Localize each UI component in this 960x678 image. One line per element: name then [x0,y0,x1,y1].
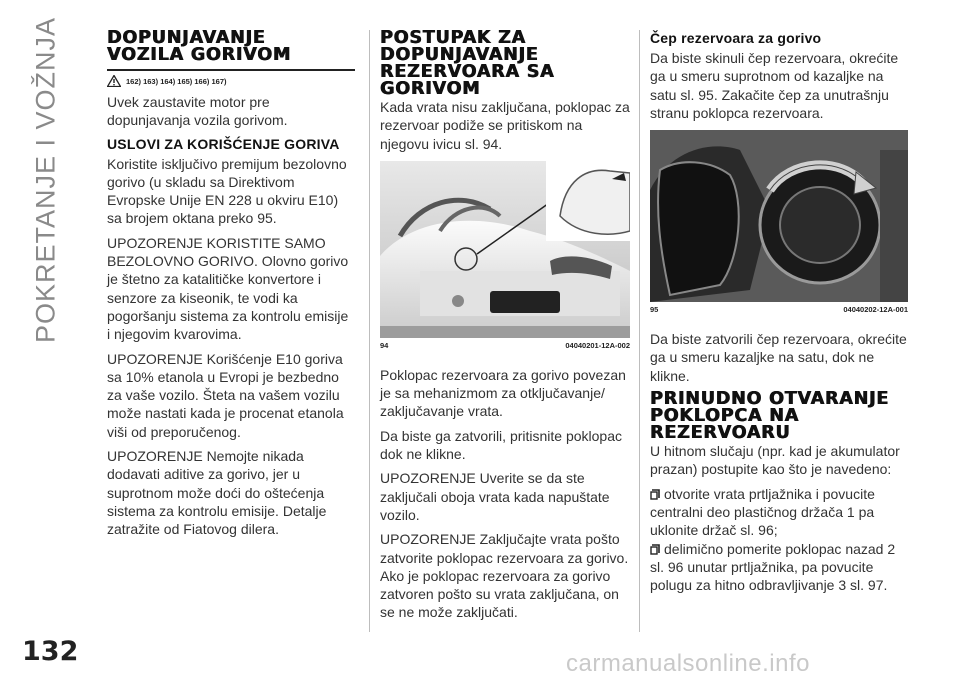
section-heading-line: POSTUPAK ZA [380,28,526,48]
section-heading-line: REZERVOARA SA [380,62,555,82]
section-heading-line: VOZILA GORIVOM [107,45,292,65]
warning-triangle-icon [107,75,121,87]
column-2 [380,30,630,628]
figure-caption [650,305,908,314]
paragraph: Da biste skinuli čep rezervoara, okrećite ga u smeru suprotnom od kazaljke na satu sl. 95. Zakačite čep za unutrašnju stranu poklopca rezervoara. [650,50,899,121]
figure-95-fuel-cap [650,130,908,302]
bullet-text: delimično pomerite poklopac nazad 2 sl. 96 unutar prtljažnika, pa povucite polugu za hitno odbravljivanje 3 sl. 97. [650,540,896,594]
warning-references [107,75,355,87]
column-divider [369,30,370,632]
section-heading-line: POKLOPCA NA [650,406,799,427]
car-illustration [380,161,630,338]
page-number: 132 [22,636,79,667]
column-divider [639,30,640,632]
section-heading-line: REZERVOARU [650,423,791,444]
bullet-arrow-icon [650,544,661,555]
bullet-text: otvorite vrata prtljažnika i povucite centralni deo plastičnog držača 1 pa uklonite držač sl. 96; [650,485,875,539]
section-heading-line: DOPUNJAVANJE [107,28,266,48]
section-heading-line: GORIVOM [380,79,481,99]
subheading: Čep rezervoara za gorivo [650,30,822,46]
subheading: USLOVI ZA KORIŠĆENJE GORIVA [107,135,340,152]
paragraph: UPOZORENJE Nemojte nikada dodavati aditive za gorivo, jer u suprotnom može doći do oštećenja sistema za kontrolu emisije. Detalje zatražite od Fiatovog dilera. [107,448,327,538]
figure-number: 94 [380,340,389,350]
paragraph: Kada vrata nisu zaključana, poklopac za rezervoar podiže se pritiskom na njegovu ivicu sl. 94. [380,99,630,152]
paragraph: Da biste zatvorili čep rezervoara, okrećite ga u smeru kazaljke na satu, dok ne klikne. [650,331,907,384]
section-heading-line: DOPUNJAVANJE [380,45,539,65]
figure-code: 04040202-12A-001 [843,305,908,315]
section-title-text: POKRETANJE I VOŽNJA [30,16,61,344]
figure-caption [380,341,630,350]
paragraph: U hitnom slučaju (npr. kad je akumulator prazan) postupite kao što je navedeno: [650,443,900,478]
figure-94-car-fuel-door [380,161,630,338]
paragraph: Da biste ga zatvorili, pritisnite poklopac dok ne klikne. [380,427,623,463]
watermark: carmanualsonline.info [566,650,810,677]
paragraph: UPOZORENJE Uverite se da ste zaključali oboja vrata kada napuštate vozilo. [380,470,610,523]
paragraph: UPOZORENJE KORISTITE SAMO BEZOLOVNO GORIVO. Olovno gorivo je štetno za katalitičke konvertore i senzore za kiseonik, te vodi ka pogoršanju sistema za kontrolu emisije i njegovim kvarovima. [107,234,349,343]
paragraph: UPOZORENJE Zaključajte vrata pošto zatvorite poklopac rezervoara za gorivo. Ako je poklopac rezervoara za gorivo zatvoren pošto su vrata zaključana, on se ne može zaključati. [380,531,629,621]
column-3 [650,30,908,594]
figure-code: 04040201-12A-002 [565,340,630,350]
paragraph: Uvek zaustavite motor pre dopunjavanja vozila gorivom. [107,94,288,129]
paragraph: Koristite isključivo premijum bezolovno gorivo (u skladu sa Direktivom Evropske Unije EN 228 u okviru E10) sa brojem oktana preko 95. [107,155,347,227]
bullet-arrow-icon [650,489,661,500]
column-1 [107,30,355,545]
bullet-item [650,540,908,595]
section-side-title [16,16,76,344]
heading-rule [107,69,355,71]
paragraph: UPOZORENJE Korišćenje E10 goriva sa 10% etanola u Evropi je bezbedno za vaše vozilo. Šteta na vašem vozilu može nastati kada je procenat etanola viši od preporučenog. [107,350,344,440]
reference-numbers: 162) 163) 164) 165) 166) 167) [126,76,227,86]
paragraph: Poklopac rezervoara za gorivo povezan je sa mehanizmom za otključavanje/ zaključavanje vrata. [380,366,626,420]
figure-number: 95 [650,305,659,315]
section-heading-line: PRINUDNO OTVARANJE [650,389,890,410]
fuel-cap-illustration [650,130,908,302]
bullet-item [650,485,908,540]
